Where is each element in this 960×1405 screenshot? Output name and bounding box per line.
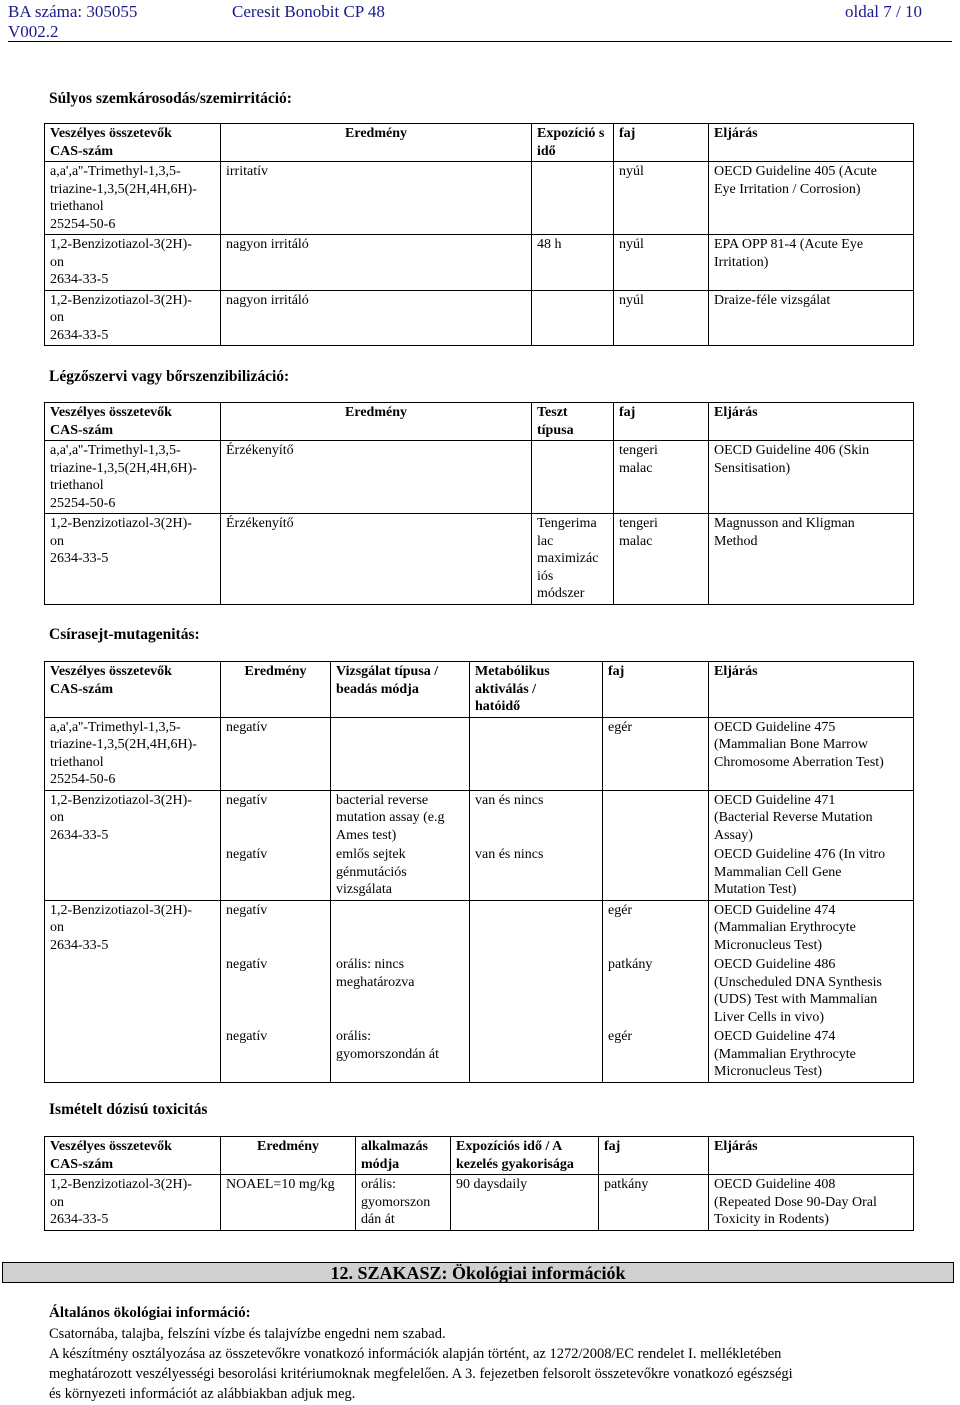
sens-header-row [45, 403, 914, 441]
eye-header-method: Eljárás [709, 124, 914, 162]
repeat-method: OECD Guideline 408 (Repeated Dose 90-Day Oral Toxicity in Rodents) [709, 1175, 914, 1231]
table-row [45, 235, 914, 291]
eye-exposure [532, 162, 614, 235]
ba-number: BA száma: 305055 [8, 2, 138, 21]
eye-header-result: Eredmény [221, 124, 532, 162]
muta-metab [470, 1027, 603, 1082]
eye-result: nagyon irritáló [221, 235, 532, 291]
eye-header-species: faj [614, 124, 709, 162]
sens-header-result: Eredmény [221, 403, 532, 441]
muta-species [603, 845, 709, 900]
sens-species: tengeri malac [614, 441, 709, 514]
eye-header-row [45, 124, 914, 162]
sens-species: tengeri malac [614, 514, 709, 605]
sens-method: Magnusson and Kligman Method [709, 514, 914, 605]
eye-comp: a,a',a''-Trimethyl-1,3,5- triazine-1,3,5(2H,4H,6H)- triethanol 25254-50-6 [45, 162, 221, 235]
repeat-header-result: Eredmény [221, 1137, 356, 1175]
eye-species: nyúl [614, 235, 709, 291]
muta-species [603, 790, 709, 845]
sens-header-test: Teszt típusa [532, 403, 614, 441]
muta-method: OECD Guideline 471 (Bacterial Reverse Mutation Assay) [709, 790, 914, 845]
muta-test: orális: gyomorszondán át [331, 1027, 470, 1082]
eye-section-title: Súlyos szemkárosodás/szemirritáció: [49, 90, 292, 107]
eye-method: Draize-féle vizsgálat [709, 290, 914, 346]
muta-result: negatív [221, 1027, 331, 1082]
muta-comp: 1,2-Benzizotiazol-3(2H)- on 2634-33-5 [45, 790, 221, 900]
muta-species: egér [603, 1027, 709, 1082]
sens-header-species: faj [614, 403, 709, 441]
eco-line: meghatározott veszélyességi besorolási kritériumoknak megfelelően. A 3. fejezetben felsorolt összetevőkre vonatkozó egészségi [49, 1366, 793, 1382]
sens-test [532, 441, 614, 514]
repeat-section-title: Ismételt dózisú toxicitás [49, 1101, 208, 1118]
muta-method: OECD Guideline 474 (Mammalian Erythrocyte Micronucleus Test) [709, 900, 914, 955]
sens-section-title: Légzőszervi vagy bőrszenzibilizáció: [49, 368, 290, 385]
muta-metab [470, 717, 603, 790]
sens-method: OECD Guideline 406 (Skin Sensitisation) [709, 441, 914, 514]
muta-table [44, 661, 914, 1083]
muta-comp: a,a',a''-Trimethyl-1,3,5- triazine-1,3,5(2H,4H,6H)- triethanol 25254-50-6 [45, 717, 221, 790]
eco-line: Csatornába, talajba, felszíni vízbe és talajvízbe engedni nem szabad. [49, 1326, 446, 1342]
muta-result: negatív [221, 900, 331, 955]
eye-result: nagyon irritáló [221, 290, 532, 346]
eye-comp: 1,2-Benzizotiazol-3(2H)- on 2634-33-5 [45, 235, 221, 291]
muta-metab: van és nincs [470, 845, 603, 900]
muta-section-title: Csírasejt-mutagenitás: [49, 626, 200, 643]
table-row [45, 514, 914, 605]
eye-header-comp: Veszélyes összetevők CAS-szám [45, 124, 221, 162]
muta-result: negatív [221, 717, 331, 790]
table-row [45, 441, 914, 514]
table-row [45, 717, 914, 790]
muta-metab [470, 900, 603, 955]
eco-subtitle: Általános ökológiai információ: [49, 1305, 251, 1321]
muta-test [331, 900, 470, 955]
repeat-header-exposure: Expozíciós idő / A kezelés gyakorisága [451, 1137, 599, 1175]
muta-header-comp: Veszélyes összetevők CAS-szám [45, 662, 221, 718]
muta-comp: 1,2-Benzizotiazol-3(2H)- on 2634-33-5 [45, 900, 221, 1082]
sens-comp: 1,2-Benzizotiazol-3(2H)- on 2634-33-5 [45, 514, 221, 605]
page-number: oldal 7 / 10 [845, 2, 922, 21]
eye-exposure [532, 290, 614, 346]
muta-result: negatív [221, 955, 331, 1027]
eye-species: nyúl [614, 290, 709, 346]
repeat-species: patkány [599, 1175, 709, 1231]
sens-result: Érzékenyítő [221, 441, 532, 514]
muta-method: OECD Guideline 474 (Mammalian Erythrocyte Micronucleus Test) [709, 1027, 914, 1082]
sens-test: Tengerima lac maximizác iós módszer [532, 514, 614, 605]
muta-metab: van és nincs [470, 790, 603, 845]
muta-method: OECD Guideline 475 (Mammalian Bone Marrow Chromosome Aberration Test) [709, 717, 914, 790]
muta-test: emlős sejtek génmutációs vizsgálata [331, 845, 470, 900]
repeat-appl: orális: gyomorszon dán át [356, 1175, 451, 1231]
repeat-header-species: faj [599, 1137, 709, 1175]
eye-species: nyúl [614, 162, 709, 235]
eye-method: EPA OPP 81-4 (Acute Eye Irritation) [709, 235, 914, 291]
eye-table [44, 123, 914, 346]
table-row [45, 290, 914, 346]
repeat-exposure: 90 daysdaily [451, 1175, 599, 1231]
muta-method: OECD Guideline 476 (In vitro Mammalian Cell Gene Mutation Test) [709, 845, 914, 900]
table-row [45, 900, 914, 955]
sens-header-method: Eljárás [709, 403, 914, 441]
table-row [45, 790, 914, 845]
version: V002.2 [8, 22, 59, 41]
header-rule [8, 41, 952, 42]
table-row [45, 1175, 914, 1231]
sens-table [44, 402, 914, 605]
muta-test: orális: nincs meghatározva [331, 955, 470, 1027]
eco-line: A készítmény osztályozása az összetevőkre vonatkozó információk alapján történt, az 1272/2008/EC rendelet I. mellékletében [49, 1346, 782, 1362]
table-row [45, 162, 914, 235]
sens-result: Érzékenyítő [221, 514, 532, 605]
muta-header-result: Eredmény [221, 662, 331, 718]
muta-method: OECD Guideline 486 (Unscheduled DNA Synthesis (UDS) Test with Mammalian Liver Cells in vivo) [709, 955, 914, 1027]
section-12-heading: 12. SZAKASZ: Ökológiai információk [2, 1262, 954, 1283]
muta-header-metab: Metabólikus aktiválás / hatóidő [470, 662, 603, 718]
repeat-header-appl: alkalmazás módja [356, 1137, 451, 1175]
muta-species: egér [603, 717, 709, 790]
muta-species: egér [603, 900, 709, 955]
repeat-header-row [45, 1137, 914, 1175]
muta-metab [470, 955, 603, 1027]
eye-method: OECD Guideline 405 (Acute Eye Irritation / Corrosion) [709, 162, 914, 235]
muta-header-row [45, 662, 914, 718]
repeat-header-comp: Veszélyes összetevők CAS-szám [45, 1137, 221, 1175]
muta-test: bacterial reverse mutation assay (e.g Ames test) [331, 790, 470, 845]
muta-header-method: Eljárás [709, 662, 914, 718]
repeat-comp: 1,2-Benzizotiazol-3(2H)- on 2634-33-5 [45, 1175, 221, 1231]
sens-header-comp: Veszélyes összetevők CAS-szám [45, 403, 221, 441]
muta-species: patkány [603, 955, 709, 1027]
muta-test [331, 717, 470, 790]
muta-result: negatív [221, 790, 331, 845]
eco-line: és környezeti információt az alábbiakban adjuk meg. [49, 1386, 356, 1402]
repeat-header-method: Eljárás [709, 1137, 914, 1175]
repeat-result: NOAEL=10 mg/kg [221, 1175, 356, 1231]
eye-exposure: 48 h [532, 235, 614, 291]
eye-header-exposure: Expozíció s idő [532, 124, 614, 162]
repeat-table [44, 1136, 914, 1231]
eye-comp: 1,2-Benzizotiazol-3(2H)- on 2634-33-5 [45, 290, 221, 346]
muta-header-test: Vizsgálat típusa / beadás módja [331, 662, 470, 718]
product-name: Ceresit Bonobit CP 48 [232, 2, 385, 21]
eye-result: irritatív [221, 162, 532, 235]
muta-header-species: faj [603, 662, 709, 718]
muta-result: negatív [221, 845, 331, 900]
sens-comp: a,a',a''-Trimethyl-1,3,5- triazine-1,3,5(2H,4H,6H)- triethanol 25254-50-6 [45, 441, 221, 514]
